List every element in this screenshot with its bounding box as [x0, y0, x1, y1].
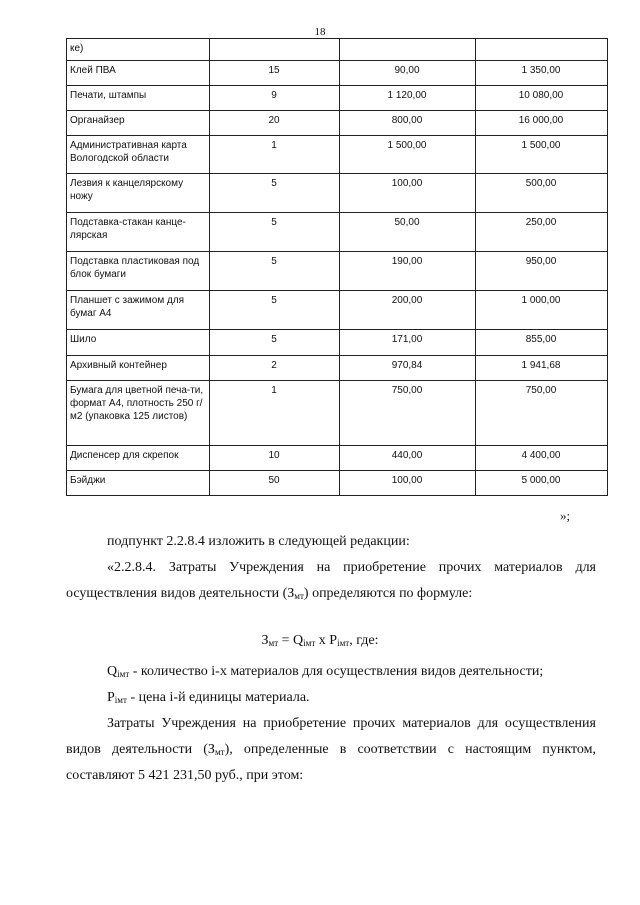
quantity-cell: 5 — [210, 330, 340, 356]
price-cell: 190,00 — [340, 252, 476, 291]
total-cell: 855,00 — [476, 330, 608, 356]
cost-formula: $З_{мт} = Q_{iмт}$ x $P_{iмт}$, где: — [261, 633, 379, 648]
table-row — [67, 174, 608, 213]
table-row — [67, 136, 608, 174]
item-name-cell: Бэйджи — [67, 471, 210, 496]
quantity-cell: 2 — [210, 356, 340, 381]
table-row — [67, 39, 608, 61]
table-row — [67, 252, 608, 291]
price-cell: 100,00 — [340, 471, 476, 496]
item-name-cell: ке) — [67, 39, 210, 61]
materials-table — [66, 38, 608, 496]
quantity-cell: 1 — [210, 136, 340, 174]
quantity-cell: 5 — [210, 213, 340, 252]
closing-quote: »; — [560, 508, 571, 523]
total-cell: 4 400,00 — [476, 446, 608, 471]
price-cell: 50,00 — [340, 213, 476, 252]
total-cost-paragraph: Затраты Учреждения на приобретение прочих материалов для осуществления видов деятельности $(З_{мт})$, определенные в соответствии с настоящим пунктом, составляют 5 421 231,50 руб., при этом: — [66, 716, 597, 783]
quantity-cell — [210, 39, 340, 61]
total-cell — [476, 39, 608, 61]
total-cell: 750,00 — [476, 381, 608, 446]
table-row — [67, 86, 608, 111]
item-name-cell: Планшет с зажимом для бумаг А4 — [67, 291, 210, 330]
table-row — [67, 291, 608, 330]
total-cell: 1 000,00 — [476, 291, 608, 330]
price-cell: 750,00 — [340, 381, 476, 446]
table-row — [67, 471, 608, 496]
quantity-cell: 5 — [210, 174, 340, 213]
item-name-cell: Подставка пластиковая под блок бумаги — [67, 252, 210, 291]
price-cell: 1 120,00 — [340, 86, 476, 111]
price-cell: 100,00 — [340, 174, 476, 213]
formula-definition-price: $P_{iмт}$ - цена i-й единицы материала. — [107, 690, 310, 705]
page-number: 18 — [314, 26, 326, 38]
table-row — [67, 213, 608, 252]
table-row — [67, 356, 608, 381]
table-row — [67, 381, 608, 446]
quantity-cell: 50 — [210, 471, 340, 496]
item-name-cell: Диспенсер для скрепок — [67, 446, 210, 471]
price-cell: 171,00 — [340, 330, 476, 356]
total-cell: 1 500,00 — [476, 136, 608, 174]
clause-paragraph: «2.2.8.4. Затраты Учреждения на приобретение прочих материалов для осуществления видов деятельности $(З_{мт})$ определяются по формуле: — [66, 560, 596, 601]
item-name-cell: Административная карта Вологодской области — [67, 136, 210, 174]
item-name-cell: Лезвия к канцелярскому ножу — [67, 174, 210, 213]
price-cell: 1 500,00 — [340, 136, 476, 174]
table-row — [67, 330, 608, 356]
amendment-intro: подпункт 2.2.8.4 изложить в следующей редакции: — [107, 534, 410, 549]
item-name-cell: Печати, штампы — [67, 86, 210, 111]
formula-definition-quantity: $Q_{iмт}$ - количество i-х материалов для осуществления видов деятельности; — [107, 664, 544, 679]
total-cell: 10 080,00 — [476, 86, 608, 111]
price-cell: 440,00 — [340, 446, 476, 471]
total-cell: 16 000,00 — [476, 111, 608, 136]
table-row — [67, 61, 608, 86]
total-cell: 250,00 — [476, 213, 608, 252]
table-row — [67, 446, 608, 471]
item-name-cell: Шило — [67, 330, 210, 356]
quantity-cell: 10 — [210, 446, 340, 471]
quantity-cell: 20 — [210, 111, 340, 136]
price-cell: 800,00 — [340, 111, 476, 136]
item-name-cell: Архивный контейнер — [67, 356, 210, 381]
total-cell: 950,00 — [476, 252, 608, 291]
price-cell: 970,84 — [340, 356, 476, 381]
total-cell: 1 350,00 — [476, 61, 608, 86]
quantity-cell: 15 — [210, 61, 340, 86]
item-name-cell: Подставка-стакан канце-лярская — [67, 213, 210, 252]
table-row — [67, 111, 608, 136]
total-cell: 5 000,00 — [476, 471, 608, 496]
item-name-cell: Органайзер — [67, 111, 210, 136]
price-cell: 200,00 — [340, 291, 476, 330]
quantity-cell: 9 — [210, 86, 340, 111]
price-cell — [340, 39, 476, 61]
total-cell: 1 941,68 — [476, 356, 608, 381]
price-cell: 90,00 — [340, 61, 476, 86]
quantity-cell: 1 — [210, 381, 340, 446]
total-cell: 500,00 — [476, 174, 608, 213]
item-name-cell: Клей ПВА — [67, 61, 210, 86]
quantity-cell: 5 — [210, 252, 340, 291]
quantity-cell: 5 — [210, 291, 340, 330]
item-name-cell: Бумага для цветной печа-ти, формат А4, плотность 250 г/м2 (упаковка 125 листов) — [67, 381, 210, 446]
